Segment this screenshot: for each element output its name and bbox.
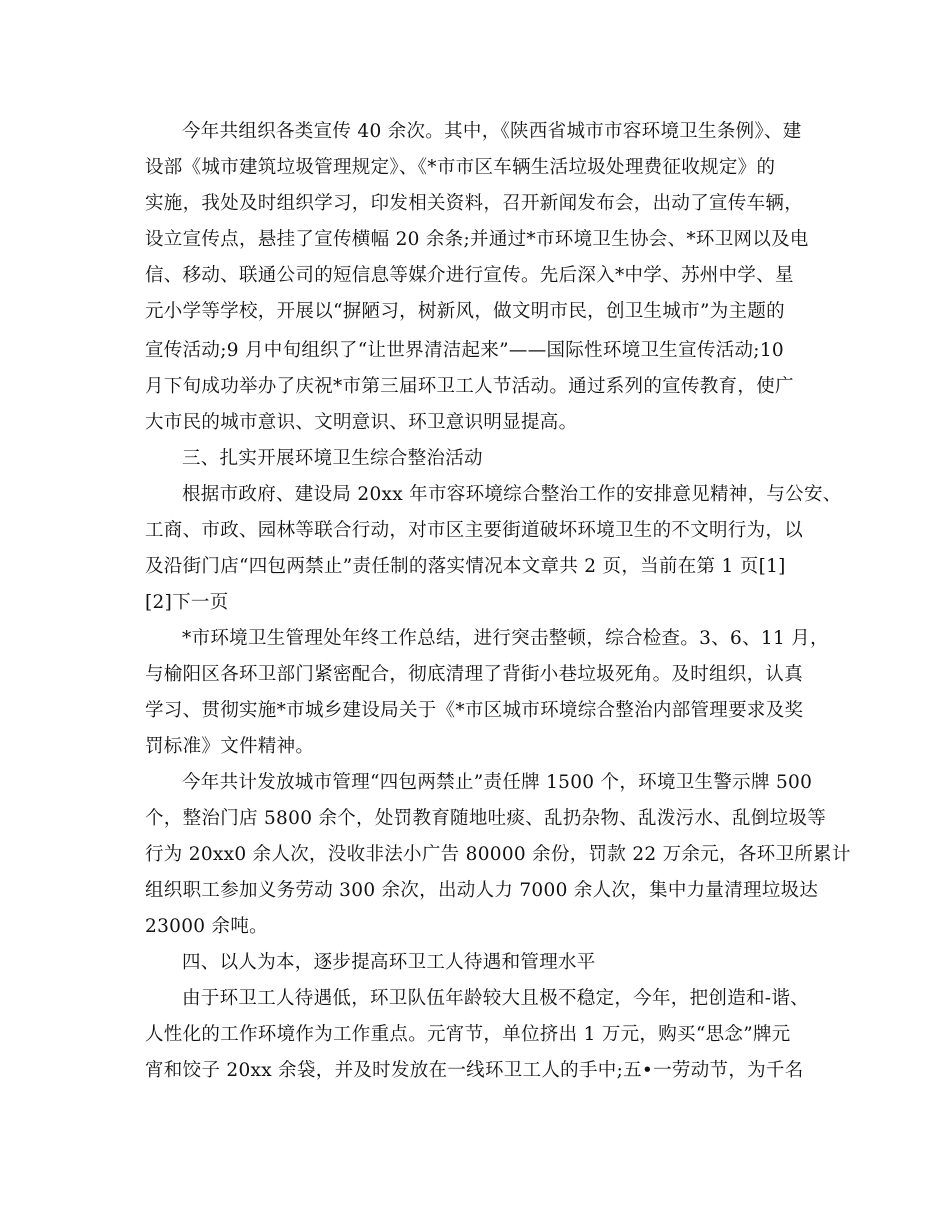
text-line: 人性化的工作环境作为工作重点。元宵节，单位挤出 1 万元，购买“思念”牌元 <box>145 1024 791 1045</box>
text-line: 今年共组织各类宣传 40 余次。其中，《陕西省城市市容环境卫生条例》、建 <box>182 121 802 142</box>
text-line: *市环境卫生管理处年终工作总结，进行突击整顿，综合检查。3、6、11 月， <box>182 628 829 649</box>
text-line: 实施，我处及时组织学习，印发相关资料，召开新闻发布会，出动了宣传车辆， <box>145 193 804 214</box>
text-line: 罚标准》文件精神。 <box>145 736 315 757</box>
text-line: 大市民的城市意识、文明意识、环卫意识明显提高。 <box>145 412 578 433</box>
text-line: 宣传活动;9 月中旬组织了“让世界清洁起来”——国际性环境卫生宣传活动;10 <box>145 340 784 361</box>
text-line: 设部《城市建筑垃圾管理规定》、《*市市区车辆生活垃圾处理费征收规定》的 <box>145 157 776 178</box>
text-line: 与榆阳区各环卫部门紧密配合，彻底清理了背街小巷垃圾死角。及时组织，认真 <box>145 664 804 685</box>
text-line: 元小学等学校，开展以“摒陋习，树新风，做文明市民，创卫生城市”为主题的 <box>145 301 785 322</box>
text-line: 根据市政府、建设局 20xx 年市容环境综合整治工作的安排意见精神，与公安、 <box>182 484 842 505</box>
text-line: 及沿街门店“四包两禁止”责任制的落实情况本文章共 2 页，当前在第 1 页[1] <box>145 556 786 577</box>
text-line: 由于环卫工人待遇低，环卫队伍年龄较大且极不稳定，今年，把创造和-谐、 <box>182 988 809 1009</box>
section-heading: 四、以人为本，逐步提高环卫工人待遇和管理水平 <box>182 952 596 973</box>
section-heading: 三、扎实开展环境卫生综合整治活动 <box>182 448 483 469</box>
text-line: 23000 余吨。 <box>145 916 268 937</box>
text-line: 个，整治门店 5800 余个，处罚教育随地吐痰、乱扔杂物、乱泼污水、乱倒垃圾等 <box>145 808 827 829</box>
text-line: 组织职工参加义务劳动 300 余次，出动人力 7000 余人次，集中力量清理垃圾达 <box>145 880 819 901</box>
text-line: 工商、市政、园林等联合行动，对市区主要街道破坏环境卫生的不文明行为，以 <box>145 520 804 541</box>
pagination-text: [2]下一页 <box>145 592 229 613</box>
text-line: 今年共计发放城市管理“四包两禁止”责任牌 1500 个，环境卫生警示牌 500 <box>182 772 813 793</box>
text-line: 设立宣传点，悬挂了宣传横幅 20 余条;并通过*市环境卫生协会、*环卫网以及电 <box>145 229 809 250</box>
text-line: 宵和饺子 20xx 余袋，并及时发放在一线环卫工人的手中;五•一劳动节，为千名 <box>145 1060 804 1081</box>
text-line: 学习、贯彻实施*市城乡建设局关于《*市区城市环境综合整治内部管理要求及奖 <box>145 700 804 721</box>
text-line: 信、移动、联通公司的短信息等媒介进行宣传。先后深入*中学、苏州中学、星 <box>145 265 794 286</box>
text-line: 行为 20xx0 余人次，没收非法小广告 80000 余份，罚款 22 万余元，各环卫所累计 <box>145 844 851 865</box>
text-line: 月下旬成功举办了庆祝*市第三届环卫工人节活动。通过系列的宣传教育，使广 <box>145 376 794 397</box>
